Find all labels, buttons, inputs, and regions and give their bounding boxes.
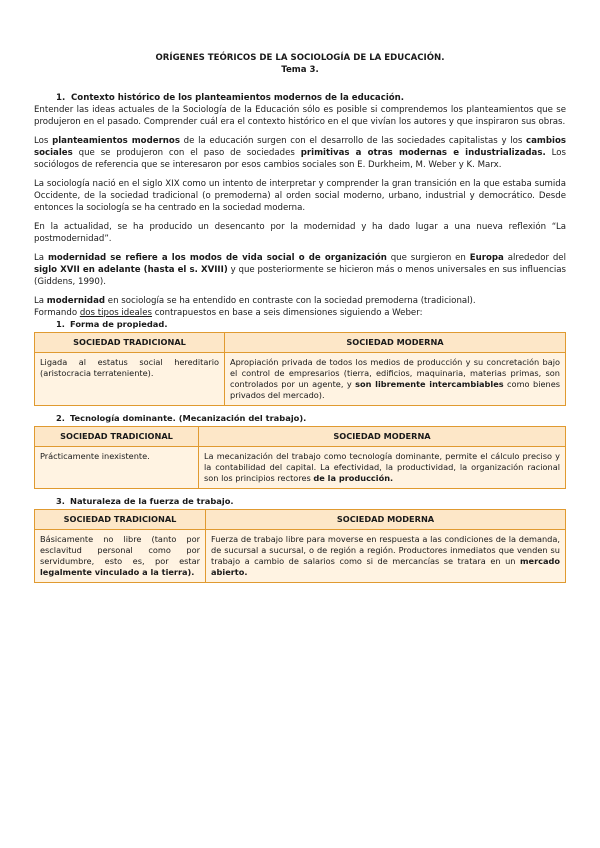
bold-run: primitivas a otras modernas e industrializadas. xyxy=(300,148,546,158)
bold-run: legalmente vinculado a la tierra). xyxy=(40,567,195,577)
text-run: de la educación surgen con el desarrollo de las sociedades capitalistas y los xyxy=(179,136,527,146)
text-run: Los xyxy=(34,136,53,146)
subheading-number: 1. xyxy=(56,319,65,329)
paragraph-3: La sociología nació en el siglo XIX como un intento de interpretar y comprender la gran transición en la que estaba sumida Occidente, de la sociedad tradicional (o premoderna) al orden social moderno, urbano, industrial y democrático. Desde entonces la sociología se ha centrado en la sociedad moderna. xyxy=(34,179,566,213)
header-sociedad-tradicional: SOCIEDAD TRADICIONAL xyxy=(35,510,206,530)
subheading-number: 3. xyxy=(56,496,65,506)
paragraph-5 xyxy=(34,252,566,288)
text-run: y que posteriormente se hicieron más o menos universales en sus influencias (Giddens, 1990). xyxy=(34,265,566,287)
subheading-number: 2. xyxy=(56,413,65,423)
bold-run: de la producción. xyxy=(313,473,394,483)
text-run: Apropiación privada de todos los medios de producción y su concretación bajo el control de empresarios (tierra, edificios, maquinaria, materias primas, son controlados por un agente, y xyxy=(230,357,560,389)
text-run: alrededor del xyxy=(503,253,566,263)
bold-run: planteamientos modernos xyxy=(52,136,180,146)
comparison-table-tecnologia xyxy=(34,426,566,489)
text-run: Los sociólogos de referencia que se interesaron por esos cambios sociales son E. Durkheim, M. Weber y K. Marx. xyxy=(34,148,566,170)
text-run: Formando xyxy=(34,308,80,318)
subheading-text: Tecnología dominante. (Mecanización del trabajo). xyxy=(70,413,307,423)
text-run: La xyxy=(34,253,48,263)
bold-run: modernidad se refiere a los modos de vida social o de organización xyxy=(47,253,387,263)
section-heading-text: Contexto histórico de los planteamientos modernos de la educación. xyxy=(71,93,405,103)
bold-run: son libremente intercambiables xyxy=(355,379,504,389)
subheading-text: Forma de propiedad. xyxy=(70,319,168,329)
subheading-tecnologia-dominante xyxy=(34,413,566,424)
paragraph-4: En la actualidad, se ha producido un desencanto por la modernidad y ha dado lugar a una nueva reflexión “La postmodernidad”. xyxy=(34,222,566,244)
bold-run: mercado abierto. xyxy=(211,556,560,577)
underlined-run: dos tipos ideales xyxy=(79,308,152,318)
paragraph-6 xyxy=(34,295,566,319)
subheading-forma-de-propiedad xyxy=(34,319,566,330)
header-sociedad-moderna: SOCIEDAD MODERNA xyxy=(225,333,566,353)
document-subtitle: Tema 3. xyxy=(281,65,319,75)
text-run: La xyxy=(34,296,47,306)
cell-tradicional: Ligada al estatus social hereditario (aristocracia terrateniente). xyxy=(35,353,225,406)
text-run: contrapuestos en base a seis dimensiones siguiendo a Weber: xyxy=(151,308,423,318)
text-run: que se produjeron con el paso de sociedades xyxy=(72,148,301,158)
cell-tradicional xyxy=(35,530,206,583)
text-run: La mecanización del trabajo como tecnología dominante, permite el cálculo preciso y la contabilidad del capital. La efectividad, la productividad, la organización racional son los principios rectores xyxy=(204,451,560,483)
section-number: 1. xyxy=(56,93,66,103)
bold-run: modernidad xyxy=(46,296,106,306)
paragraph-1: Entender las ideas actuales de la Sociología de la Educación sólo es posible si comprendemos los planteamientos que se produjeron en el pasado. Comprender cuál era el contexto histórico en el que vivían los autores y que inspiraron sus obras. xyxy=(34,105,566,127)
header-sociedad-moderna: SOCIEDAD MODERNA xyxy=(199,427,566,447)
text-run: en sociología se ha entendido en contraste con la sociedad premoderna (tradicional). xyxy=(105,296,476,306)
header-sociedad-moderna: SOCIEDAD MODERNA xyxy=(206,510,566,530)
header-sociedad-tradicional: SOCIEDAD TRADICIONAL xyxy=(35,427,199,447)
bold-run: siglo XVII en adelante (hasta el s. XVIII) xyxy=(34,265,228,275)
document-title: ORÍGENES TEÓRICOS DE LA SOCIOLOGÍA DE LA EDUCACIÓN. xyxy=(155,53,445,63)
text-run: Fuerza de trabajo libre para moverse en respuesta a las condiciones de la demanda, de sucursal a sucursal, o de región a región. Productores inmediatos que venden su trabajo a cambio de salarios como si de mercancías se tratara en un xyxy=(211,534,560,566)
cell-moderna xyxy=(206,530,566,583)
paragraph-2 xyxy=(34,135,566,171)
cell-tradicional: Prácticamente inexistente. xyxy=(35,447,199,489)
section-heading xyxy=(34,92,566,104)
cell-moderna xyxy=(199,447,566,489)
comparison-table-propiedad xyxy=(34,332,566,406)
text-run: Básicamente no libre (tanto por esclavitud personal como por servidumbre, esto es, por estar xyxy=(40,534,200,566)
bold-run: cambios sociales xyxy=(34,136,566,158)
text-run: que surgieron en xyxy=(386,253,470,263)
text-run: como bienes privados del mercado). xyxy=(230,379,560,400)
header-sociedad-tradicional: SOCIEDAD TRADICIONAL xyxy=(35,333,225,353)
subheading-text: Naturaleza de la fuerza de trabajo. xyxy=(70,496,234,506)
subheading-fuerza-de-trabajo xyxy=(34,496,566,507)
cell-moderna xyxy=(225,353,566,406)
comparison-table-fuerza-trabajo xyxy=(34,509,566,583)
bold-run: Europa xyxy=(469,253,504,263)
